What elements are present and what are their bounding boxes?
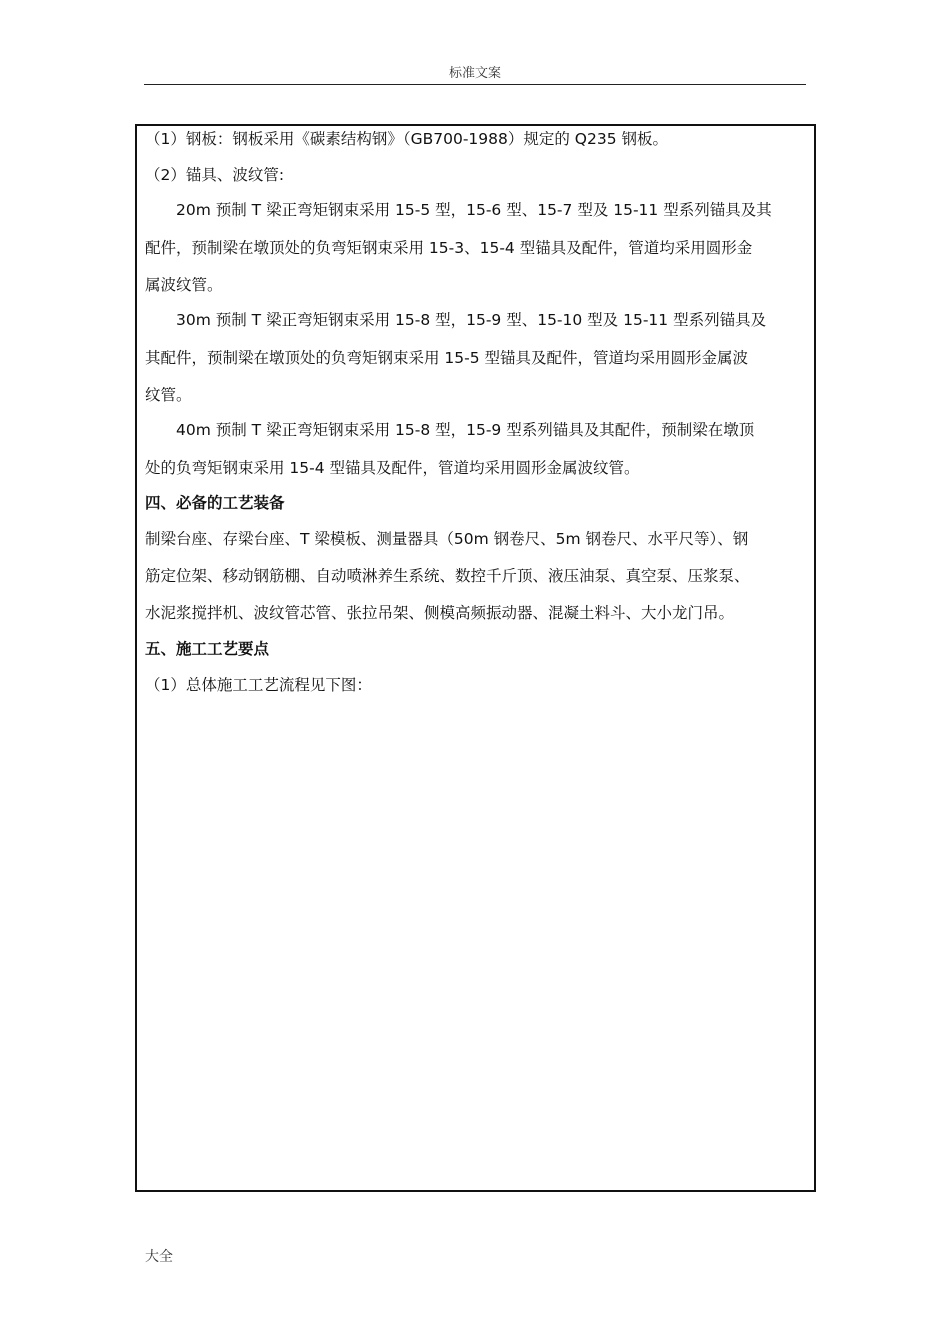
paragraph-steel-plate: （1）钢板：钢板采用《碳素结构钢》（GB700-1988）规定的 Q235 钢板。 (145, 130, 669, 148)
paragraph-20m-line-2: 配件，预制梁在墩顶处的负弯矩钢束采用 15-3、15-4 型锚具及配件，管道均采用圆形金 (145, 239, 753, 257)
page-footer (145, 1246, 173, 1266)
equipment-list-line-2: 筋定位架、移动钢筋棚、自动喷淋养生系统、数控千斤顶、液压油泵、真空泵、压浆泵、 (145, 567, 750, 585)
header-title: 标准文案 (448, 66, 501, 81)
paragraph-anchor-heading: （2）锚具、波纹管: (145, 166, 285, 184)
paragraph-40m-line-1: 40m 预制 T 梁正弯矩钢束采用 15-8 型，15-9 型系列锚具及其配件，预制梁在墩顶 (145, 421, 755, 439)
equipment-list-line-1: 制梁台座、存梁台座、T 梁模板、测量器具（50m 钢卷尺、5m 钢卷尺、水平尺等）、钢 (145, 530, 749, 548)
paragraph-30m-line-2: 其配件，预制梁在墩顶处的负弯矩钢束采用 15-5 型锚具及配件，管道均采用圆形金属波 (145, 349, 749, 367)
content-box (135, 124, 816, 1192)
footer-text: 大全 (145, 1249, 173, 1265)
paragraph-20m-line-3: 属波纹管。 (145, 276, 223, 294)
paragraph-process-flow: （1）总体施工工艺流程见下图： (145, 676, 372, 694)
paragraph-40m-line-2: 处的负弯矩钢束采用 15-4 型锚具及配件，管道均采用圆形金属波纹管。 (145, 459, 640, 477)
paragraph-30m-line-3: 纹管。 (145, 386, 192, 404)
paragraph-20m-line-1: 20m 预制 T 梁正弯矩钢束采用 15-5 型，15-6 型、15-7 型及 15-11 型系列锚具及其 (145, 201, 772, 219)
paragraph-30m-line-1: 30m 预制 T 梁正弯矩钢束采用 15-8 型，15-9 型、15-10 型及 15-11 型系列锚具及 (145, 311, 767, 329)
page-header (144, 64, 806, 85)
equipment-list-line-3: 水泥浆搅拌机、波纹管芯管、张拉吊架、侧模高频振动器、混凝土料斗、大小龙门吊。 (145, 604, 735, 622)
section-heading-process: 五、施工工艺要点 (145, 640, 270, 658)
section-heading-equipment: 四、必备的工艺装备 (145, 494, 285, 512)
